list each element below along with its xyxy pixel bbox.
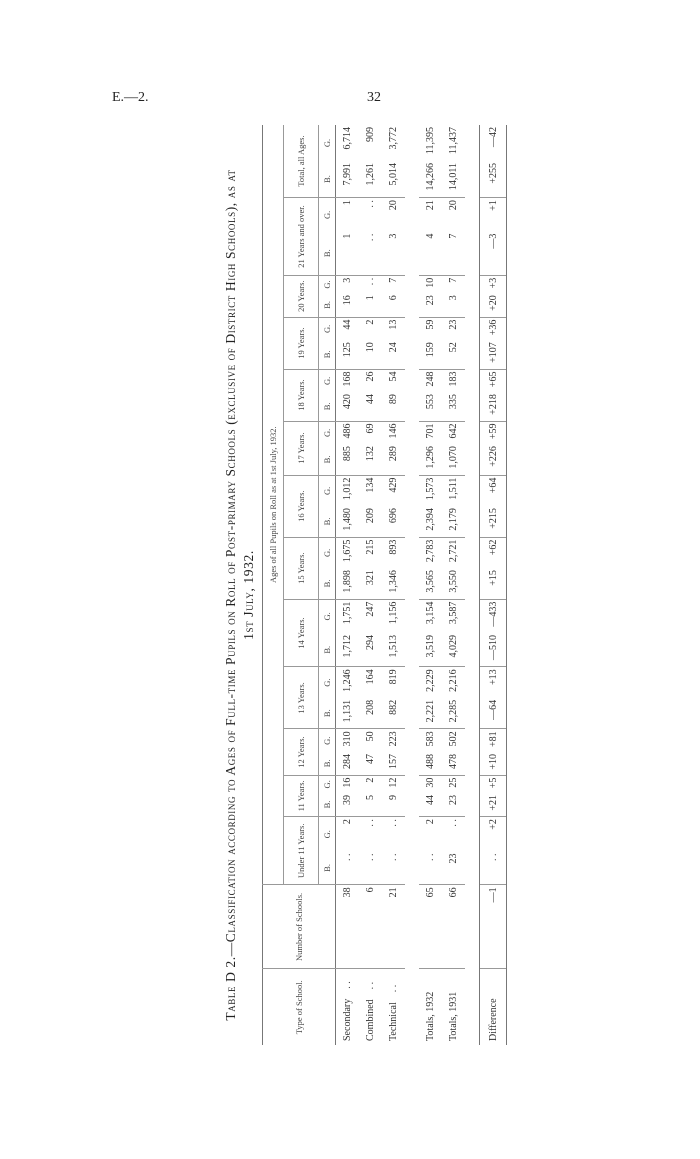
boys-count-cell: 89 [382, 392, 405, 421]
age-group-header: Under 11 Years. [284, 817, 319, 885]
boys-count-cell: 14,266 [419, 161, 442, 198]
age-group-header: 15 Years. [284, 537, 319, 599]
girls-column-header: G. [322, 736, 332, 745]
girls-count-cell: 11,395 [425, 127, 436, 155]
boys-count-cell: 882 [382, 698, 405, 729]
boys-count-cell: 125 [336, 340, 360, 369]
girls-count-cell: 893 [388, 539, 399, 555]
girls-count-cell: 2 [365, 777, 376, 783]
boys-count-cell: . . [419, 851, 442, 884]
girls-count-cell: 54 [388, 371, 399, 382]
girls-count-cell: 23 [448, 319, 459, 330]
caption-line-2: 1st July, 1932. [241, 550, 256, 640]
girls-count-cell: 2,783 [425, 539, 436, 563]
girls-count-cell: . . [365, 200, 376, 208]
boys-count-cell: 209 [359, 506, 382, 537]
boys-count-cell: 3,550 [442, 568, 465, 599]
boys-count-cell: 885 [336, 444, 360, 475]
girls-count-cell: 16 [342, 777, 353, 788]
ages-header: Ages of all Pupils on Roll as at 1st July, 1932. [263, 125, 284, 885]
boys-count-cell: 420 [336, 392, 360, 421]
boys-count-cell: 3 [442, 293, 465, 317]
boys-count-cell: 488 [419, 752, 442, 775]
caption-prefix: Table D 2.— [223, 942, 238, 1021]
age-group-header: 11 Years. [284, 775, 319, 816]
boys-count-cell: +15 [480, 568, 507, 599]
leader-dots: . . [342, 981, 353, 989]
age-group-header: 13 Years. [284, 667, 319, 729]
boys-count-cell: 14,011 [442, 161, 465, 198]
totals-row [442, 125, 465, 1045]
leader-dots: . . [388, 984, 399, 993]
boys-count-cell: 1,131 [336, 698, 360, 729]
boys-count-cell: . . [359, 851, 382, 884]
boys-column-header: B. [319, 851, 336, 884]
boys-column-header: B. [319, 392, 336, 421]
age-group-header: 16 Years. [284, 475, 319, 537]
school-type-row [382, 125, 405, 1045]
girls-count-cell: 3,772 [388, 127, 399, 150]
boys-column-header: B. [319, 444, 336, 475]
boys-count-cell: 3,565 [419, 568, 442, 599]
boys-count-cell: 44 [359, 392, 382, 421]
girls-count-cell: 7 [448, 277, 459, 283]
schools-count-cell: 66 [442, 885, 465, 969]
boys-count-cell: 1,261 [359, 161, 382, 198]
girls-column-header: G. [322, 486, 332, 496]
boys-column-header: B. [319, 793, 336, 817]
girls-count-cell: . . [365, 277, 376, 286]
schools-count-cell: 21 [382, 885, 405, 969]
school-type-label: Totals, 1932 [425, 991, 436, 1041]
schools-count-cell: —1 [480, 885, 507, 969]
boys-count-cell: 159 [419, 340, 442, 369]
schools-count-cell: 6 [359, 885, 382, 969]
age-group-header: Total, all Ages. [284, 125, 319, 198]
boys-count-cell: 553 [419, 392, 442, 421]
girls-column-header: G. [322, 376, 332, 385]
girls-column-header: G. [322, 780, 332, 789]
type-of-school-header: Type of School. [294, 980, 304, 1035]
boys-count-cell: 24 [382, 340, 405, 369]
girls-count-cell: . . [448, 819, 459, 827]
boys-column-header: B. [319, 293, 336, 317]
girls-count-cell: 247 [365, 601, 376, 617]
boys-count-cell: 23 [419, 293, 442, 317]
girls-column-header: G. [322, 428, 332, 437]
girls-count-cell: 134 [365, 477, 376, 493]
girls-count-cell: 7 [388, 277, 399, 283]
girls-count-cell: 429 [388, 477, 399, 493]
boys-count-cell: 5,014 [382, 161, 405, 198]
boys-count-cell: 7 [442, 232, 465, 276]
schools-count-cell: 65 [419, 885, 442, 969]
spacer-row [405, 125, 419, 1045]
girls-count-cell: 2,721 [448, 539, 459, 563]
girls-count-cell: 183 [448, 371, 459, 387]
girls-column-header: G. [322, 612, 332, 621]
age-group-header: 17 Years. [284, 421, 319, 475]
boys-count-cell: 696 [382, 506, 405, 537]
boys-count-cell: 44 [419, 793, 442, 817]
girls-count-cell: 583 [425, 731, 436, 747]
school-type-label: Totals, 1931 [448, 991, 459, 1041]
boys-count-cell: 2,394 [419, 506, 442, 537]
girls-count-cell: 20 [448, 200, 459, 211]
table-caption [222, 115, 258, 1075]
boys-column-header: B. [319, 752, 336, 775]
girls-count-cell: 11,437 [448, 127, 459, 155]
boys-count-cell: 39 [336, 793, 360, 817]
age-group-header: 21 Years and over. [284, 198, 319, 276]
boys-column-header: B. [319, 340, 336, 369]
girls-count-cell: 12 [388, 777, 399, 788]
schools-count-cell: 38 [336, 885, 360, 969]
school-type-cell [336, 969, 360, 1045]
boys-count-cell: 208 [359, 698, 382, 729]
girls-count-cell: 2,229 [425, 669, 436, 692]
boys-count-cell: +226 [480, 444, 507, 475]
boys-count-cell: 3 [382, 232, 405, 276]
boys-count-cell: 1,712 [336, 633, 360, 667]
boys-column-header: B. [319, 633, 336, 667]
girls-count-cell: 310 [342, 731, 353, 747]
rotated-table-block [222, 115, 527, 1075]
age-group-header: 14 Years. [284, 599, 319, 667]
girls-count-cell: 168 [342, 371, 353, 387]
totals-row [419, 125, 442, 1045]
boys-count-cell: +215 [480, 506, 507, 537]
school-type-row [336, 125, 360, 1045]
boys-count-cell: 1,346 [382, 568, 405, 599]
boys-count-cell: 1,070 [442, 444, 465, 475]
age-group-header: 18 Years. [284, 369, 319, 421]
girls-count-cell: 1,573 [425, 477, 436, 501]
girls-count-cell: 50 [365, 731, 376, 742]
girls-count-cell: 2 [342, 819, 353, 825]
girls-count-cell: 2 [425, 819, 436, 825]
boys-count-cell: . . [359, 232, 382, 276]
girls-column-header: G. [322, 678, 332, 687]
boys-count-cell: 2,179 [442, 506, 465, 537]
girls-count-cell: 248 [425, 371, 436, 387]
girls-count-cell: 2,216 [448, 669, 459, 692]
girls-count-cell: —433 [480, 599, 507, 633]
school-type-cell [359, 969, 382, 1045]
boys-column-header: B. [319, 698, 336, 729]
boys-count-cell: —510 [480, 633, 507, 667]
girls-count-cell: 3,587 [448, 601, 459, 625]
girls-count-cell: 215 [365, 539, 376, 555]
girls-count-cell: 1 [342, 200, 353, 206]
boys-count-cell: 1,480 [336, 506, 360, 537]
girls-count-cell: 59 [425, 319, 436, 330]
age-group-header: 20 Years. [284, 275, 319, 317]
boys-count-cell: +20 [480, 293, 507, 317]
girls-count-cell: 642 [448, 423, 459, 439]
boys-column-header: B. [319, 232, 336, 276]
school-type-label: Secondary [342, 998, 353, 1041]
girls-count-cell: 26 [365, 371, 376, 382]
boys-count-cell: +10 [480, 752, 507, 775]
girls-count-cell: 20 [388, 200, 399, 211]
girls-count-cell: 1,012 [342, 477, 353, 501]
boys-count-cell: 1,296 [419, 444, 442, 475]
girls-count-cell: . . [388, 819, 399, 827]
page-number: 32 [367, 90, 381, 105]
girls-count-cell: +62 [480, 537, 507, 568]
boys-count-cell: 335 [442, 392, 465, 421]
boys-column-header: B. [319, 568, 336, 599]
boys-count-cell: 10 [359, 340, 382, 369]
girls-count-cell: 1,675 [342, 539, 353, 563]
girls-count-cell: 3,154 [425, 601, 436, 625]
boys-count-cell: 47 [359, 752, 382, 775]
boys-count-cell: 1,898 [336, 568, 360, 599]
boys-count-cell: 2,285 [442, 698, 465, 729]
boys-count-cell: . . [336, 851, 360, 884]
boys-count-cell: 52 [442, 340, 465, 369]
boys-column-header: B. [319, 506, 336, 537]
boys-count-cell: 2,221 [419, 698, 442, 729]
girls-count-cell: +1 [480, 198, 507, 232]
boys-count-cell: . . [382, 851, 405, 884]
girls-count-cell: 13 [388, 319, 399, 330]
boys-count-cell: 1,513 [382, 633, 405, 667]
school-type-label: Combined [365, 999, 376, 1041]
school-type-row [359, 125, 382, 1045]
girls-count-cell: 10 [425, 277, 436, 288]
girls-count-cell: 44 [342, 319, 353, 330]
girls-count-cell: 1,511 [448, 477, 459, 500]
girls-count-cell: 1,246 [342, 669, 353, 692]
girls-count-cell: 223 [388, 731, 399, 747]
boys-count-cell: 1 [359, 293, 382, 317]
girls-count-cell: +65 [480, 369, 507, 392]
boys-count-cell: +255 [480, 161, 507, 198]
boys-count-cell: 3,519 [419, 633, 442, 667]
girls-count-cell: +59 [480, 421, 507, 444]
boys-count-cell: 4,029 [442, 633, 465, 667]
girls-count-cell: 21 [425, 200, 436, 211]
school-type-label: Technical [388, 1002, 399, 1041]
boys-count-cell: 9 [382, 793, 405, 817]
girls-count-cell: 3 [342, 277, 353, 283]
girls-count-cell: +36 [480, 317, 507, 340]
school-type-cell [419, 969, 442, 1045]
boys-count-cell: 289 [382, 444, 405, 475]
boys-count-cell: 321 [359, 568, 382, 599]
boys-count-cell: 284 [336, 752, 360, 775]
boys-count-cell: 1 [336, 232, 360, 276]
boys-count-cell: —64 [480, 698, 507, 729]
girls-count-cell: +2 [480, 817, 507, 852]
girls-count-cell: 6,714 [342, 127, 353, 150]
boys-count-cell: 132 [359, 444, 382, 475]
boys-count-cell: +21 [480, 793, 507, 817]
girls-count-cell: —42 [480, 125, 507, 161]
boys-count-cell: 7,991 [336, 161, 360, 198]
girls-count-cell: 819 [388, 669, 399, 685]
school-type-cell [480, 969, 507, 1045]
boys-count-cell: 6 [382, 293, 405, 317]
girls-count-cell: 30 [425, 777, 436, 788]
age-group-header: 12 Years. [284, 729, 319, 775]
boys-count-cell: 294 [359, 633, 382, 667]
girls-count-cell: 1,156 [388, 601, 399, 625]
age-classification-table [262, 125, 507, 1045]
boys-count-cell: 4 [419, 232, 442, 276]
girls-count-cell: 502 [448, 731, 459, 747]
girls-count-cell: +81 [480, 729, 507, 752]
difference-row [480, 125, 507, 1045]
spacer-row [465, 125, 480, 1045]
leader-dots: . . [365, 981, 376, 990]
girls-column-header: G. [322, 280, 332, 289]
girls-count-cell: +13 [480, 667, 507, 698]
boys-count-cell: 478 [442, 752, 465, 775]
boys-count-cell: +107 [480, 340, 507, 369]
age-group-header: 19 Years. [284, 317, 319, 369]
girls-count-cell: . . [365, 819, 376, 827]
boys-count-cell: 16 [336, 293, 360, 317]
caption-line-1: Classification according to Ages of Full-time Pupils on Roll of Post-primary Schools (exclusive of District High Schools), as at [223, 169, 238, 943]
girls-count-cell: 164 [365, 669, 376, 685]
girls-column-header: G. [322, 548, 332, 558]
girls-column-header: G. [322, 210, 332, 220]
boys-count-cell: —3 [480, 232, 507, 276]
boys-count-cell: 23 [442, 851, 465, 884]
girls-count-cell: +64 [480, 475, 507, 506]
boys-count-cell: . . [480, 851, 507, 884]
girls-count-cell: +3 [480, 275, 507, 293]
girls-count-cell: 701 [425, 423, 436, 439]
girls-count-cell: 69 [365, 423, 376, 434]
boys-column-header: B. [319, 161, 336, 198]
school-type-cell [382, 969, 405, 1045]
girls-column-header: G. [322, 324, 332, 334]
boys-count-cell: 157 [382, 752, 405, 775]
school-type-label: Difference [487, 998, 499, 1041]
boys-count-cell: 23 [442, 793, 465, 817]
girls-count-cell: 2 [365, 319, 376, 325]
boys-count-cell: +218 [480, 392, 507, 421]
girls-count-cell: +5 [480, 775, 507, 793]
school-type-cell [442, 969, 465, 1045]
girls-count-cell: 909 [365, 127, 376, 142]
page-reference: E.—2. [112, 90, 149, 105]
girls-count-cell: 486 [342, 423, 353, 439]
boys-count-cell: 5 [359, 793, 382, 817]
number-of-schools-header: Number of Schools. [263, 885, 336, 969]
girls-column-header: G. [322, 830, 332, 839]
girls-count-cell: 1,751 [342, 601, 353, 625]
girls-column-header: G. [322, 138, 332, 148]
girls-count-cell: 25 [448, 777, 459, 788]
girls-count-cell: 146 [388, 423, 399, 439]
